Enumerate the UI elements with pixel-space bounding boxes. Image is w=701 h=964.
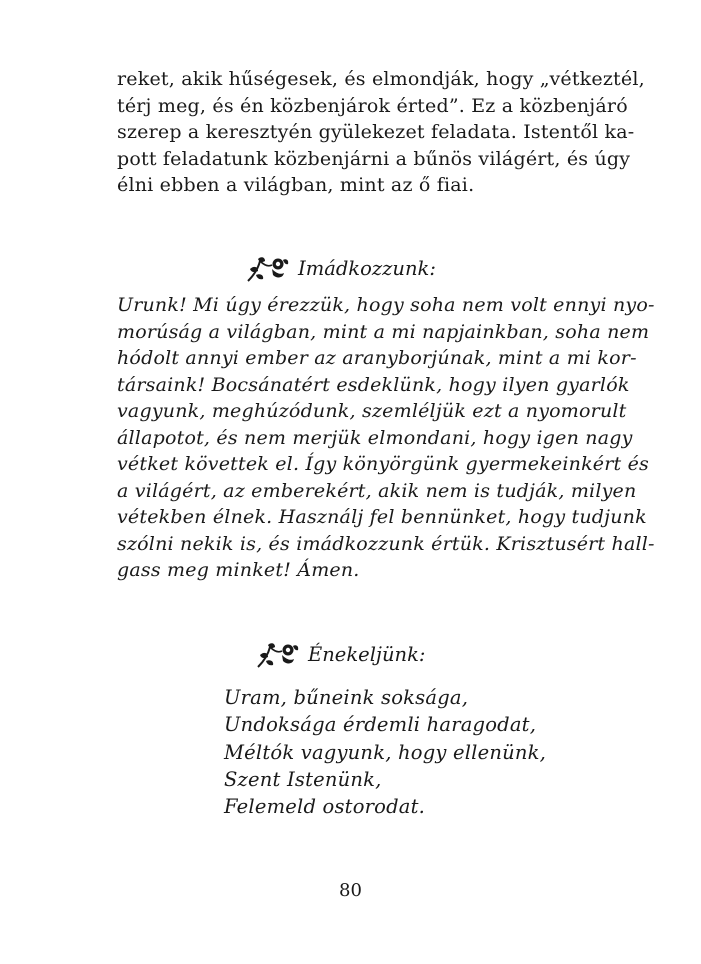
- text-line: vétekben élnek. Használj fel bennünket, hogy tudjunk: [117, 506, 647, 528]
- text-line: reket, akik hűségesek, és elmondják, hogy „vétkeztél,: [117, 68, 645, 90]
- song-heading: [256, 641, 425, 669]
- verse-line: Uram, bűneink soksága,: [224, 686, 469, 709]
- floral-ornament-icon: [246, 255, 290, 283]
- prayer-heading-label: Imádkozzunk:: [298, 257, 436, 280]
- text-line: Urunk! Mi úgy érezzük, hogy soha nem volt ennyi nyo-: [117, 294, 655, 316]
- verse-line: Szent Istenünk,: [224, 767, 382, 791]
- song-verse: [224, 684, 546, 820]
- prayer-heading: [246, 255, 436, 283]
- text-line: a világért, az emberekért, akik nem is tudják, milyen: [117, 479, 637, 502]
- text-line: vétket követtek el. Így könyörgünk gyermekeinkért és: [117, 453, 649, 475]
- text-line: térj meg, és én közbenjárok érted”. Ez a közbenjáró: [117, 94, 628, 117]
- text-line: szólni nekik is, és imádkozzunk értük. Krisztusért hall-: [117, 532, 655, 555]
- intro-paragraph: [117, 66, 645, 199]
- text-line: vagyunk, meghúzódunk, szemléljük ezt a nyomorult: [117, 400, 627, 422]
- text-line: szerep a keresztyén gyülekezet feladata. Istentől ka-: [117, 121, 635, 143]
- verse-line: Felemeld ostorodat.: [224, 795, 426, 819]
- verse-line: Undoksága érdemli haragodat,: [224, 713, 537, 737]
- text-line: hódolt annyi ember az aranyborjúnak, mint a mi kor-: [117, 347, 637, 369]
- song-heading-label: Énekeljünk:: [308, 643, 426, 666]
- text-line: morúság a világban, mint a mi napjainkban, soha nem: [117, 320, 650, 343]
- text-line: társaink! Bocsánatért esdeklünk, hogy ilyen gyarlók: [117, 373, 630, 396]
- text-line: pott feladatunk közbenjárni a bűnös világért, és úgy: [117, 147, 631, 170]
- prayer-paragraph: [117, 292, 655, 584]
- text-line: gass meg minket! Ámen.: [117, 559, 360, 581]
- text-line: élni ebben a világban, mint az ő fiai.: [117, 174, 475, 196]
- verse-line: Méltók vagyunk, hogy ellenünk,: [224, 740, 547, 764]
- floral-ornament-icon: [256, 641, 300, 669]
- page-number: 80: [339, 880, 362, 901]
- text-line: állapotot, és nem merjük elmondani, hogy igen nagy: [117, 426, 633, 449]
